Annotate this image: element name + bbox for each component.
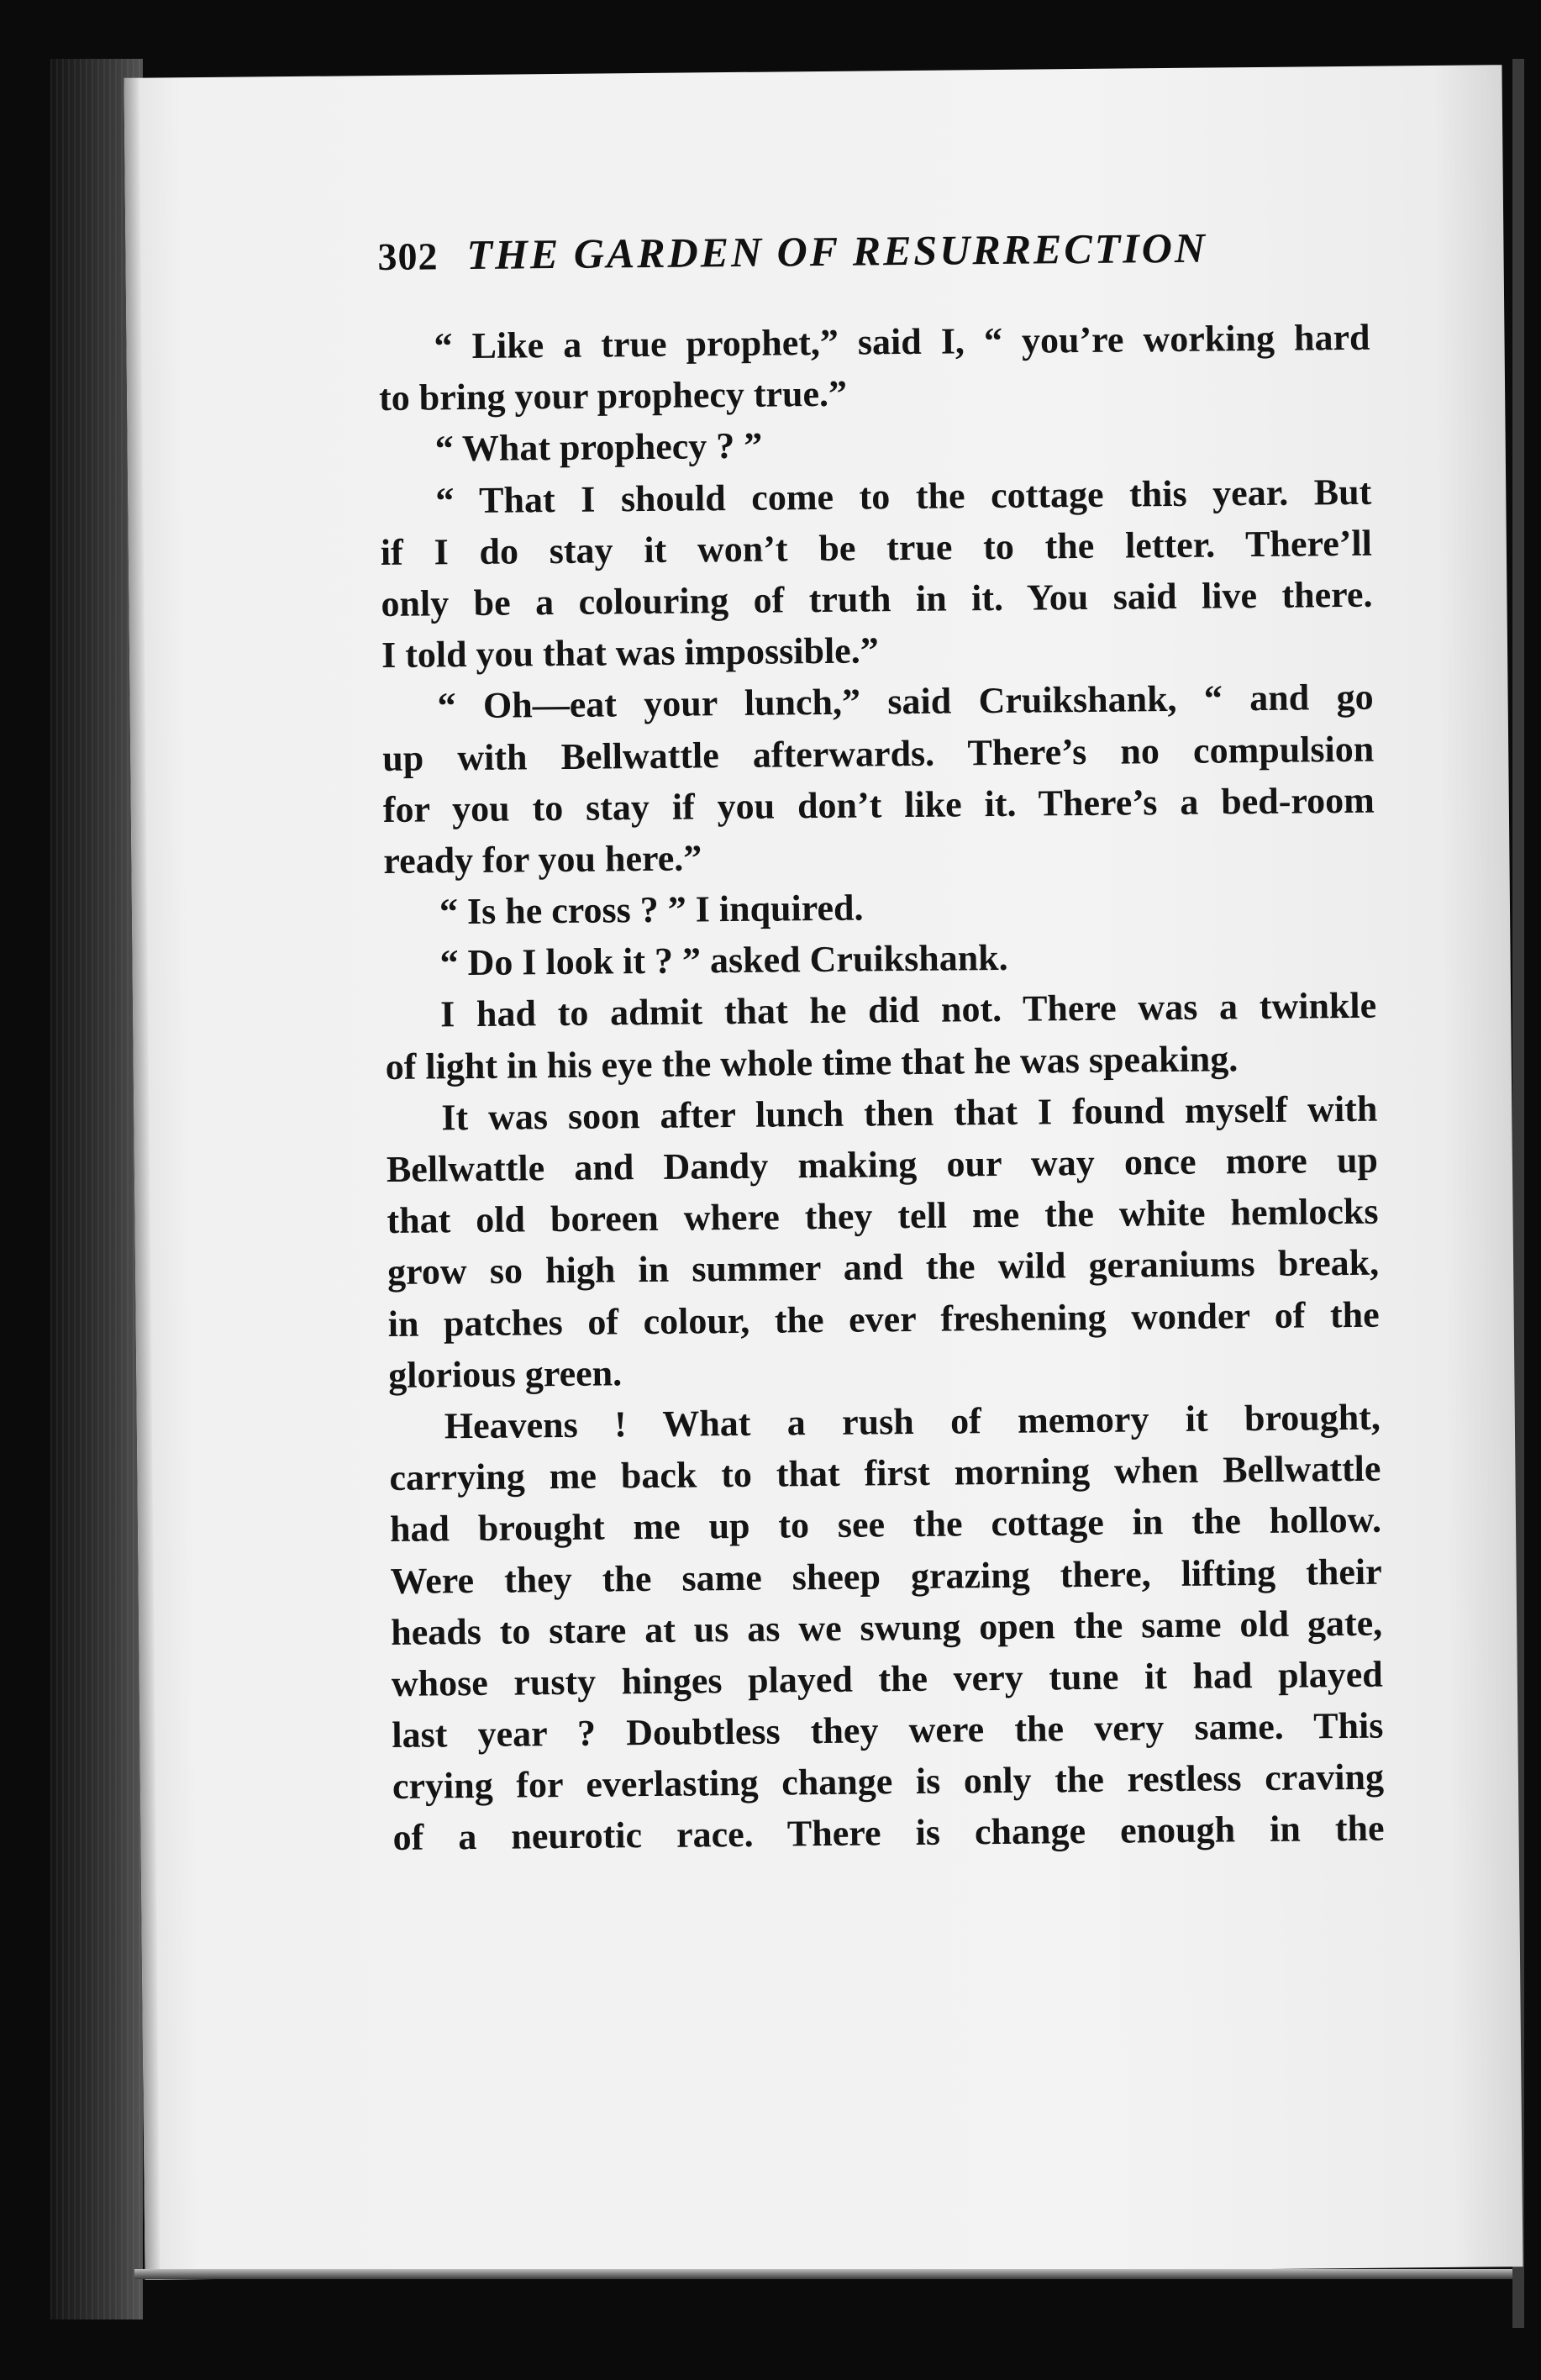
text-line: Bellwattle and Dandy making our way once more up [386,1139,1379,1190]
text-line: up with Bellwattle afterwards. There’s no compulsion [382,728,1375,779]
page-number: 302 [377,234,439,279]
text-line: Were they the same sheep grazing there, lifting their [390,1551,1382,1602]
text-line: I told you that was impossible.” [381,629,879,677]
text-line: only be a colouring of truth in it. You said live there. [381,573,1373,624]
text-line: It was soon after lunch then that I found myself with [441,1087,1378,1139]
text-line: glorious green. [388,1352,623,1396]
text-line: to bring your prophecy true.” [378,372,848,419]
text-line: in patches of colour, the ever freshening wonder of the [387,1293,1380,1345]
text-line: I had to admit that he did not. There was a twinkle [439,985,1377,1035]
text-line: carrying me back to that first morning when Bellwattle [389,1447,1381,1499]
body-text [378,312,1385,1864]
text-line: grow so high in summer and the wild geraniums break, [387,1242,1380,1293]
text-line: “ What prophecy ? ” [434,425,763,470]
text-line: if I do stay it won’t be true to the letter. There’ll [380,522,1373,573]
text-line: “ That I should come to the cottage this year. But [435,471,1372,521]
text-line: whose rusty hinges played the very tune it had played [391,1653,1383,1704]
text-line: had brought me up to see the cottage in the hollow. [389,1498,1382,1551]
page-bottom-edge [134,2269,1512,2279]
page-sheet [124,65,1523,2280]
text-line: “ Like a true prophet,” said I, “ you’re working hard [434,316,1370,367]
text-line: of light in his eye the whole time that he was speaking. [385,1037,1239,1087]
text-line: of a neurotic race. There is change enough in the [392,1808,1385,1859]
running-title: THE GARDEN OF RESURRECTION [466,224,1208,279]
text-line: crying for everlasting change is only the restless craving [392,1756,1385,1808]
running-header [377,224,1207,280]
text-line: heads to stare at us as we swung open the same old gate, [390,1602,1383,1653]
text-line: “ Is he cross ? ” I inquired. [439,887,864,933]
text-line: last year ? Doubtless they were the very same. This [392,1704,1384,1756]
text-line: for you to stay if you don’t like it. There’s a bed-room [382,779,1375,830]
text-line: ready for you here.” [383,837,702,882]
text-line: Heavens ! What a rush of memory it brought, [444,1396,1381,1447]
text-line: that old boreen where they tell me the white hemlocks [387,1190,1379,1242]
text-line: “ Oh—eat your lunch,” said Cruikshank, “ and go [437,677,1374,727]
text-line: “ Do I look it ? ” asked Cruikshank. [439,937,1008,984]
